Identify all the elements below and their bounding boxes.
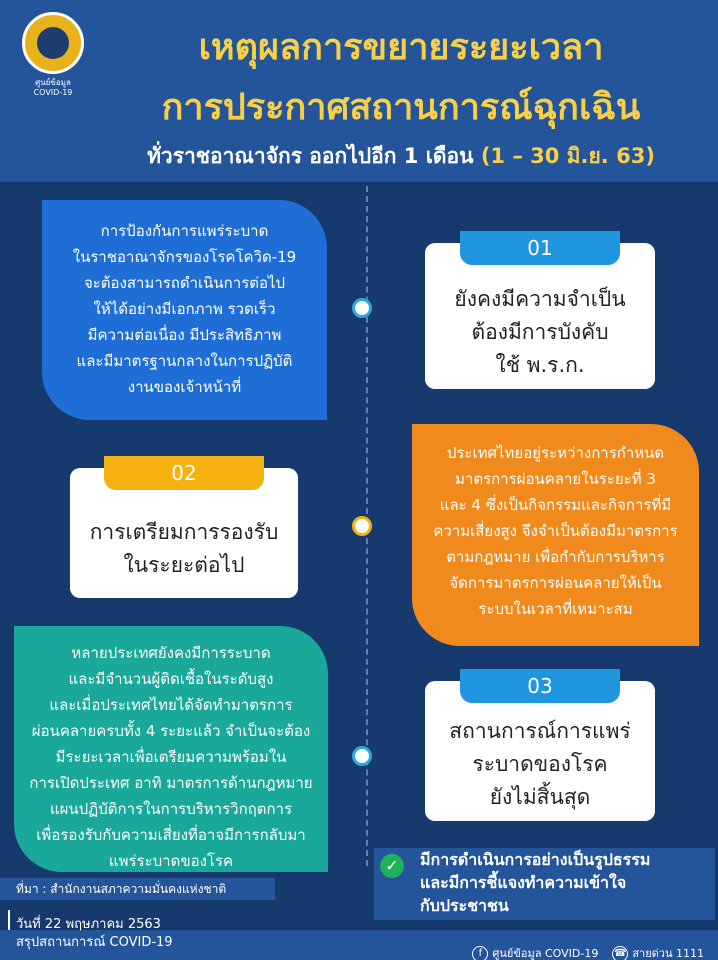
detail-blue: การป้องกันการแพร่ระบาด ในราชอาณาจักรของโรคโควิด-19 จะต้องสามารถดำเนินการต่อไป ให้ได้อย่างมีเอกภาพ รวดเร็ว มีความต่อเนื่อง มีประสิทธิภาพ และมีมาตรฐานกลางในการปฏิบัติ งานของเจ้าหน้าที่ <box>42 200 327 420</box>
source-label: ที่มา : สำนักงานสภาความมั่นคงแห่งชาติ <box>0 878 275 900</box>
facebook-icon: f <box>472 946 488 960</box>
reason-text-3: สถานการณ์การแพร่ ระบาดของโรค ยังไม่สิ้นสุด <box>449 719 631 809</box>
timeline-dot-3 <box>352 746 372 766</box>
phone-icon: ☎ <box>612 946 628 960</box>
detail-orange: ประเทศไทยอยู่ระหว่างการกำหนด มาตรการผ่อนคลายในระยะที่ 3 และ 4 ซึ่งเป็นกิจกรรมและกิจการที่มี ความเสี่ยงสูง จึงจำเป็นต้องมีมาตรการ ตามกฎหมาย เพื่อกำกับการบริหาร จัดการมาตรการผ่อนคลายให้เป็น ระบบในเวลาที่เหมาะสม <box>412 424 699 646</box>
subtitle <box>96 140 706 173</box>
detail-teal: หลายประเทศยังคงมีการระบาด และมีจำนวนผู้ติดเชื้อในระดับสูง และเมื่อประเทศไทยได้จัดทำมาตรการ ผ่อนคลายครบทั้ง 4 ระยะแล้ว จำเป็นจะต้อง มีระยะเวลาเพื่อเตรียมความพร้อมใน การเปิดประเทศ อาทิ มาตรการด้านกฎหมาย แผนปฏิบัติการในการบริหารวิกฤตการ เพื่อรองรับกับความเสี่ยงที่อาจมีการกลับมา แพร่ระบาดของโรค <box>14 626 328 872</box>
summary-text: สรุปสถานการณ์ COVID-19 <box>16 935 173 950</box>
logo-caption-line1: ศูนย์ข้อมูล <box>35 78 71 87</box>
reason-text-2: การเตรียมการรองรับ ในระยะต่อไป <box>89 520 279 577</box>
reason-number-3: 03 <box>460 669 620 703</box>
header <box>0 0 718 182</box>
date-block <box>16 916 173 952</box>
footer-contact <box>472 944 704 960</box>
logo-caption <box>20 78 86 98</box>
conclusion-box <box>374 848 715 920</box>
hotline-label: สายด่วน 1111 <box>632 947 704 960</box>
reason-text-1: ยังคงมีความจำเป็น ต้องมีการบังคับ ใช้ พ.ร.ก. <box>454 287 626 377</box>
subtitle-prefix: ทั่วราชอาณาจักร ออกไปอีก <box>147 144 397 168</box>
reason-number-1: 01 <box>460 231 620 265</box>
reason-number-2: 02 <box>104 456 264 490</box>
timeline-dot-1 <box>352 298 372 318</box>
reason-card-3 <box>425 674 655 821</box>
subtitle-range: (1 – 30 มิ.ย. 63) <box>480 144 655 168</box>
title-line-1: เหตุผลการขยายระยะเวลา <box>198 27 604 68</box>
title-line-2: การประกาศสถานการณ์ฉุกเฉิน <box>161 87 641 128</box>
subtitle-emph: 1 เดือน <box>403 144 474 168</box>
emblem-icon <box>22 12 84 74</box>
reason-card-1 <box>425 236 655 389</box>
timeline-dot-2 <box>352 516 372 536</box>
checkmark-icon: ✓ <box>380 854 404 878</box>
logo <box>20 12 86 96</box>
facebook-label: ศูนย์ข้อมูล COVID-19 <box>492 947 599 960</box>
conclusion-text: มีการดำเนินการอย่างเป็นรูปธรรม และมีการชี้แจงทำความเข้าใจ กับประชาชน <box>420 850 651 915</box>
logo-caption-line2: COVID-19 <box>33 88 73 97</box>
date-text: วันที่ 22 พฤษภาคม 2563 <box>16 917 161 932</box>
reason-card-2 <box>70 461 298 598</box>
